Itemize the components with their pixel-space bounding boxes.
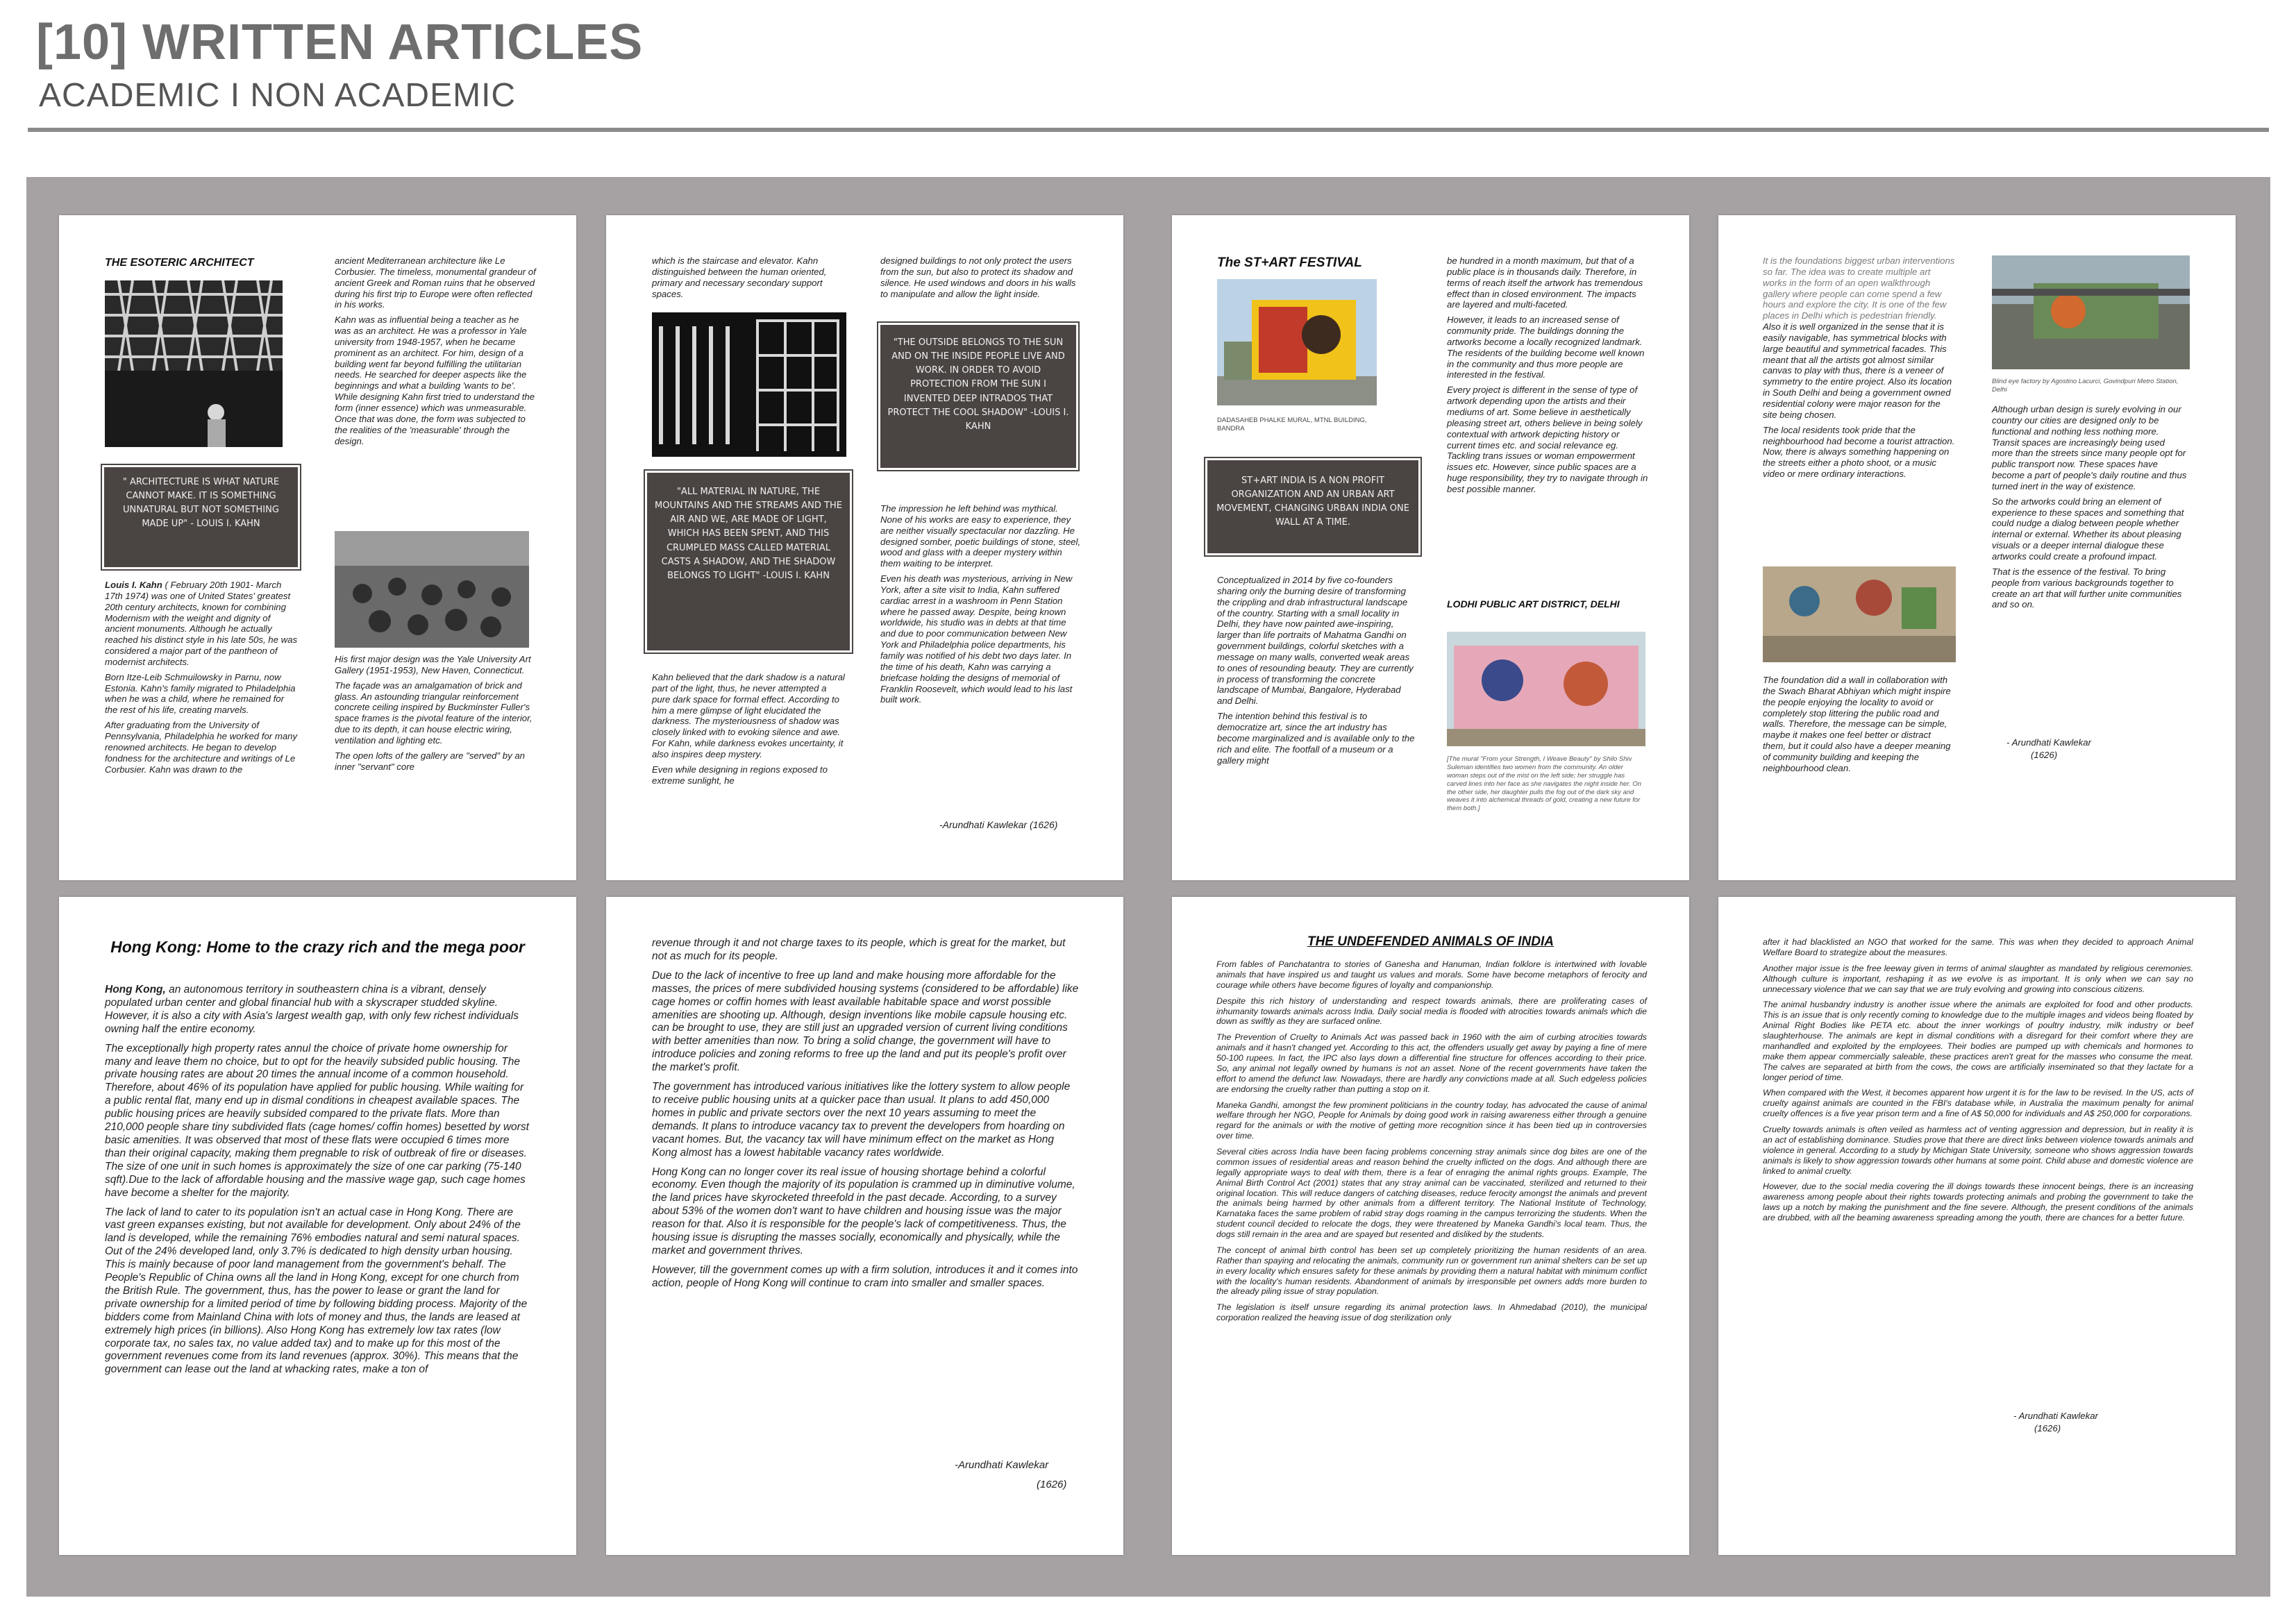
paragraph: The foundation did a wall in collaboration with the Swach Bharat Abhiyan which might inspire the people enjoying the locality to avoid or completely stop littering the public road and walls. Therefore, the message can be simple, maybe it makes one feel better or distract them, but it could also have a deeper meaning of community building and keeping the neighbourhood clean. bbox=[1763, 675, 1951, 773]
page-title: [10] WRITTEN ARTICLES bbox=[36, 15, 644, 70]
paragraph: The concept of animal birth control has been set up completely prioritizing the human residents of an area. Rather than spaying and relocating the animals, community run or government run animal shelters can be set up in every locality which ensures safety for these animals by providing them a natural habitat with minimum conflict with the locality's human residents. Abandonment of animals by irresponsible pet owners adds more burden to the already piling issue of stray population. bbox=[1216, 1245, 1647, 1297]
article-page-undefended-animals-1 bbox=[1172, 897, 1689, 1555]
paragraph: The impression he left behind was mythical. None of his works are easy to experience, they are neither visually spectacular nor dazzling. He designed somber, poetic buildings of stone, steel, wood and glass with a deeper mystery within them waiting to be interpret. bbox=[880, 503, 1081, 569]
article-column-2b bbox=[880, 503, 1082, 709]
author-signature-id: (1626) bbox=[2031, 750, 2058, 760]
author-signature: -Arundhati Kawlekar (1626) bbox=[939, 819, 1058, 830]
kahn-light-quote-box: "ALL MATERIAL IN NATURE, THE MOUNTAINS AND THE STREAMS AND THE AIR AND WE, ARE MADE OF LIGHT, WHICH HAS BEEN SPENT, AND THIS CRUMPLED MASS CALLED MATERIAL CASTS A SHADOW, AND THE SHADOW BELONGS TO LIGHT" -LOUIS I. KAHN bbox=[645, 471, 852, 653]
author-signature-name: -Arundhati Kawlekar bbox=[955, 1459, 1049, 1471]
intro-text: an autonomous territory in southeastern china is a vibrant, densely populated urban center and global financial hub with a skyscraper studded skyline. However, it is also a city with Asia's largest wealth gap, with only few richest individuals owning half the entire economy. bbox=[105, 984, 519, 1035]
paragraph: The exceptionally high property rates annul the choice of private home ownership for many and leave them no choice, but to opt for the heavily subsided public housing. The private housing rates are about 20 times the annual income of a common household. Therefore, about 46% of its population have applied for public housing. While waiting for a public rental flat, many end up in dismal conditions in cheapest available spaces. The public housing prices are heavily subsided compared to the private flats. More than 210,000 people share tiny subdivided flats (cage homes/ coffin homes) besetted by worst basic amenities. It was observed that most of these flats were occupied 6 times more than their original capacity, making them pregnable to risk of outbreak of fire or diseases. The size of one unit in such homes is approximately the size of one car parking (75-140 sqft).Due to the lack of affordable housing and the massive wage gap, such cage homes have become a shelter for the majority. bbox=[105, 1042, 529, 1199]
paragraph: However, it leads to an increased sense of community pride. The buildings donning the artworks become a locally recognized landmark. The residents of the building become well known in the community and thus more people are interested in the festival. bbox=[1447, 314, 1645, 380]
author-signature-id: (1626) bbox=[1037, 1479, 1067, 1490]
lodhi-mural-photo bbox=[1447, 632, 1645, 746]
article-page-start-festival-1 bbox=[1172, 215, 1689, 880]
section-subtitle: LODHI PUBLIC ART DISTRICT, DELHI bbox=[1447, 598, 1620, 609]
paragraph: Due to the lack of incentive to free up land and make housing more affordable for the masses, the prices of mere subdivided housing systems (considered to be affordable) like cage homes or coffin homes with least available habitable space and worst possible amenities are shooting up. Although, design inventions like mobile capsule housing etc. can be brought to use, they are still just an upgraded version of current living conditions with better amenities than now. To bring a solid change, the government will have to introduce policies and zoning reforms to free up the land and put its people's profit over the market's profit. bbox=[652, 969, 1079, 1074]
paragraph: Maneka Gandhi, amongst the few prominent politicians in the country today, has advocated the cause of animal welfare through her NGO, People for Animals by doing good work in raising awareness either through a genuine regard for the animals or with the motive of getting more recognition since it has been tied up in controversies over time. bbox=[1216, 1100, 1647, 1141]
paragraph: The lack of land to cater to its population isn't an actual case in Hong Kong. There are vast green expanses existing, but not available for development. Only about 24% of the land is developed, while the remaining 76% embodies natural and semi natural spaces. Out of the 24% developed land, only 3.7% is dedicated to high density urban housing. This is mainly because of poor land management from the government's behalf. The People's Republic of China owns all the land in Hong Kong, except for one church from the British Rule. The government, thus, has the power to lease or grant the land for private ownership for a limited period of time by following bidding process. Majority of the bidders come from Mainland China with lots of money and thus, the lands are leased at extremely high prices (in billions). Also Hong Kong has extremely low tax rates (low corporate tax, no sales tax, no value added tax) and to make up for this most of the government revenues come from its land revenues (approx. 30%). This means that the government can lease out the land at whacking rates, make a ton of bbox=[105, 1206, 528, 1376]
paragraph: The Prevention of Cruelty to Animals Act was passed back in 1960 with the aim of curbing atrocities towards animals and it hasn't changed yet. According to this act, the offenders usually get away by paying a fine of mere 50-100 rupees. In fact, the IPC also lays down a differential fine structure for offences according to their price. So, any animal not legally owned by humans is not an asset. None of the recent governments have taken the effort to amend the defunct law. Nowadays, there are hardly any convictions made at all. Such edgeless policies are endorsing the cruelty rather than putting a stop on it. bbox=[1216, 1032, 1647, 1094]
paragraph: Every project is different in the sense of type of artwork depending upon the artists and their mediums of art. Some believe in aesthetically pleasing street art, others believe in being solely contextual with artwork depicting history or current times etc. and social relevance eg. Tackling trans issues or woman empowerment issues etc. However, since public spaces are a huge responsibility, they try to navigate through in best possible manner. bbox=[1447, 385, 1648, 494]
article-column-2 bbox=[1992, 404, 2188, 614]
article-column-2 bbox=[1447, 255, 1648, 499]
paragraph: The open lofts of the gallery are "served" by an inner "servant" core bbox=[335, 750, 526, 772]
paragraph: The façade was an amalgamation of brick and glass. An astounding triangular reinforcement concrete ceiling inspired by Buckminster Fuller's space frames is the pivotal feature of the interior, due to its depth, it can house electric wiring, ventilation and lighting etc. bbox=[335, 680, 533, 746]
paragraph: Kahn was as influential being a teacher as he was as an architect. He was a professor in Yale university from 1948-1957, when he became prominent as an architect. For him, design of a building went far beyond fulfilling the utilitarian needs. He searched for deeper aspects like the beginnings and what a building 'wants to be'. While designing Kahn first tried to understand the form (inner essence) which was unmeasurable. Once that was done, the form was subjected to the realities of the 'measurable' through the design. bbox=[335, 314, 535, 446]
page-subtitle: ACADEMIC I NON ACADEMIC bbox=[39, 77, 517, 114]
article-column-1 bbox=[652, 255, 853, 303]
article-body bbox=[652, 937, 1079, 1297]
building-interior-photo bbox=[652, 312, 846, 457]
paragraph: However, till the government comes up with a firm solution, introduces it and it comes into action, people of Hong Kong will continue to cram into smaller and smaller spaces. bbox=[652, 1263, 1078, 1289]
article-body bbox=[1763, 937, 2193, 1229]
article-page-esoteric-architect-1 bbox=[59, 215, 576, 880]
kahn-sun-quote-box: "THE OUTSIDE BELONGS TO THE SUN AND ON THE INSIDE PEOPLE LIVE AND WORK. IN ORDER TO AVOID PROTECTION FROM THE SUN I INVENTED DEEP INTRADOS THAT PROTECT THE COOL SHADOW" -LOUIS I. KAHN bbox=[878, 323, 1078, 470]
photo-caption: [The mural "From your Strength, I Weave Beauty" by Shilo Shiv Suleman identifies two women from the community. An older woman steps out of the mist on the left side; her struggle has carved lines into her face as she navigates the night inside her. On the other side, her daughter pulls the fog out of the dark sky and weaves it into alchemical threads of gold, creating a new future for them both.] bbox=[1447, 755, 1642, 813]
phalke-mural-photo bbox=[1217, 279, 1377, 405]
start-india-quote-box: ST+ART INDIA IS A NON PROFIT ORGANIZATION AND AN URBAN ART MOVEMENT, CHANGING URBAN INDIA ONE WALL AT A TIME. bbox=[1205, 458, 1421, 555]
paragraph: Even while designing in regions exposed to extreme sunlight, he bbox=[652, 764, 828, 786]
article-column-1b bbox=[652, 672, 846, 790]
paragraph: Several cities across India have been facing problems concerning stray animals since dog bites are one of the common issues of residential areas and reason behind the cruelty inflicted on the dogs. And although there are legally appropriate ways to deal with them, there is a fear of enraging the animal rights groups. Example, The Animal Birth Control Act (2001) states that any stray animal can be vaccinated, sterilized and returned to their original location. This will reduce dangers of catching diseases, reduce ferocity amongst the animals and prevent the animals being harmed by other animals from a different territory. The National Institute of Technology, Karnataka faces the same problem of rabid stray dogs roaming in the campus terrorizing the students. When the student council decided to relocate the dogs, they were threatened by Maneka Gandhi's local team. Thus, the dogs still remain in the area and are spayed but resented and disliked by the students. bbox=[1216, 1147, 1647, 1239]
author-signature-name: - Arundhati Kawlekar bbox=[2013, 1411, 2098, 1421]
paragraph: When compared with the West, it becomes apparent how urgent it is for the law to be revised. In the US, acts of cruelty against animals are counted in the FBI's database while, in Australia the maximum penalty for animal cruelty offences is a five year prison term and a fine of A$ 50,000 for individuals and A$ 250,000 for corporations. bbox=[1763, 1088, 2193, 1119]
paragraph: The local residents took pride that the neighbourhood had become a tourist attraction. Now, there is always something happening on the streets either a photo shoot, or a music video or mere ordinary interactions. bbox=[1763, 424, 1955, 480]
article-column-1 bbox=[1217, 575, 1417, 770]
paragraph: Even his death was mysterious, arriving in New York, after a site visit to India, Kahn suffered cardiac arrest in a washroom in Penn Station where he passed away. Despite, being known worldwide, his studio was in debts at that time and due to poor communication between New York and Philadelphia police departments, his family was notified of his debt two days later. In the time of his death, Kahn was carrying a briefcase holding the designs of memorial of Franklin Roosevelt, which would lead to his last built work. bbox=[880, 573, 1073, 705]
paragraph: From fables of Panchatantra to stories of Ganesha and Hanuman, Indian folklore is intertwined with lovable animals that have inspired us and taught us values and morals. Some have become metaphors of ferocity and courage while others have become figures of loyalty and companionship. bbox=[1216, 959, 1647, 990]
kahn-portrait-photo bbox=[105, 280, 283, 447]
paragraph: Conceptualized in 2014 by five co-founders sharing only the burning desire of transforming the crippling and drab infrastructural landscape of the country. Starting with a small locality in Delhi, they have now painted awe-inspiring, larger than life portraits of Mahatma Gandhi on government buildings, colorful sketches with a message on many walls, converted weak areas to ones of resounding beauty. They are currently in process of transforming the concrete landscape of Mumbai, Bangalore, Hyderabad and Delhi. bbox=[1217, 575, 1414, 707]
paragraph: after it had blacklisted an NGO that worked for the same. This was when they decided to approach Animal Welfare Board to strategize about the measures. bbox=[1763, 937, 2193, 957]
paragraph: The intention behind this festival is to democratize art, since the art industry has become marginalized and is available only to the rich and elite. The footfall of a museum or a gallery might bbox=[1217, 711, 1415, 766]
paragraph: ancient Mediterranean architecture like Le Corbusier. The timeless, monumental grandeur of ancient Greek and Roman ruins that he observed during his first trip to Europe were often reflected in his works. bbox=[335, 255, 536, 310]
author-signature-id: (1626) bbox=[2034, 1423, 2061, 1433]
paragraph: The legislation is itself unsure regarding its animal protection laws. In Ahmedabad (2010), the municipal corporation realized the heaving issue of dog sterilization only bbox=[1216, 1302, 1647, 1323]
article-body bbox=[105, 984, 532, 1383]
street-art-painters-photo bbox=[1763, 566, 1956, 662]
article-page-esoteric-architect-2 bbox=[606, 215, 1123, 880]
paragraph: Although urban design is surely evolving in our country our cities are designed only to be functional and nothing less nothing more. Transit spaces are increasingly being used more than the streets since many people opt for public transport now. These spaces have become a part of people's daily routine and thus turned inert in the way of existence. bbox=[1992, 404, 2187, 491]
paragraph: be hundred in a month maximum, but that of a public place is in thousands daily. Therefore, in terms of reach itself the artwork has tremendous effect than in closed environment. The impacts are layered and multi-faceted. bbox=[1447, 255, 1643, 310]
article-page-hong-kong-2 bbox=[606, 897, 1123, 1555]
photo-caption: DADASAHEB PHALKE MURAL, MTNL BUILDING, BANDRA bbox=[1217, 417, 1367, 432]
article-page-start-festival-2 bbox=[1718, 215, 2236, 880]
paragraph: The government has introduced various initiatives like the lottery system to allow people to receive public housing units at a quicker pace than usual. It plans to add 450,000 homes in public and private sectors over the next 10 years assuming to meet the demands. It plans to introduce vacancy tax to prevent the developers from hoarding on vacant homes. But, the vacancy tax will have minimum effect on the market as Hong Kong almost has a lowest habitable vacancy rates worldwide. bbox=[652, 1081, 1071, 1159]
paragraph: Hong Kong can no longer cover its real issue of housing shortage behind a colorful economy. Even though the majority of its population is crammed up in diminutive volume, the land prices have skyrocketed threefold in the past decade. According, to a survey about 53% of the women don't want to have children and housing issue was the major reason for that. Also it is responsible for the people's lack of competitiveness. Thus, the housing issue is disrupting the masses socially, economically and physically, while the market and government thrives. bbox=[652, 1166, 1075, 1256]
paragraph: His first major design was the Yale University Art Gallery (1951-1953), New Haven, Connecticut. bbox=[335, 654, 531, 675]
kahn-quote-box: " ARCHITECTURE IS WHAT NATURE CANNOT MAKE. IT IS SOMETHING UNNATURAL BUT NOT SOMETHING MADE UP" - LOUIS I. KAHN bbox=[102, 465, 300, 569]
paragraph: Cruelty towards animals is often veiled as harmless act of venting aggression and depression, but in reality it is an act of establishing dominance. Studies prove that there are direct links between violence towards animals and violence in general. According to a study by Michigan State University, someone who shows aggression towards animals is likely to show aggression towards other humans at some point. Child abuse and domestic violence are linked to animal cruelty. bbox=[1763, 1125, 2193, 1176]
paragraph: However, due to the social media covering the ill doings towards these innocent beings, there is an increasing awareness among people about their rights towards protecting animals and probing the government to take the laws up a notch by making the punishment and the fine severe. Although, the present conditions of the animals are drubbed, with all the beaming awareness spreading among the youth, there are chances for a better future. bbox=[1763, 1181, 2193, 1222]
paragraph: That is the essence of the festival. To bring people from various backgrounds together to create an art that will further unite communities and so on. bbox=[1992, 566, 2182, 610]
article-column-2 bbox=[335, 255, 536, 451]
article-body bbox=[1216, 959, 1647, 1329]
paragraph: designed buildings to not only protect the users from the sun, but also to protect its shadow and silence. He used windows and doors in his walls to manipulate and allow the light inside. bbox=[880, 255, 1076, 299]
subject-name: Louis I. Kahn bbox=[105, 580, 162, 590]
paragraph: Kahn believed that the dark shadow is a natural part of the light, thus, he never attempted a pure dark space for formal effect. According to him a mere glimpse of light elucidated the darkness. The mysteriousness of shadow was closely linked with to evoking silence and awe. For Kahn, while darkness evokes uncertainty, it also inspires deep mystery. bbox=[652, 672, 845, 759]
paragraph: Another major issue is the free leeway given in terms of animal slaughter as mandated by religious ceremonies. Although culture is important, reshaping it as we evolve is as important. It is only when we can say no unnecessary violence that we can say that we are truly evolving and growing into conscious citizens. bbox=[1763, 963, 2193, 994]
article-title: Hong Kong: Home to the crazy rich and the mega poor bbox=[110, 938, 525, 956]
paragraph: revenue through it and not charge taxes to its people, which is great for the market, but not as much for its people. bbox=[652, 937, 1066, 962]
article-page-undefended-animals-2 bbox=[1718, 897, 2236, 1555]
subject-name: Hong Kong, bbox=[105, 984, 166, 995]
article-title: The ST+ART FESTIVAL bbox=[1217, 255, 1362, 270]
author-signature-name: - Arundhati Kawlekar bbox=[2006, 737, 2091, 748]
paragraph: which is the staircase and elevator. Kahn distinguished between the human oriented, primary and necessary secondary support spaces. bbox=[652, 255, 827, 299]
yale-gallery-photo bbox=[335, 531, 529, 648]
article-column-1 bbox=[1763, 255, 1956, 484]
paragraph: The animal husbandry industry is another issue where the animals are exploited for food and other products. This is an issue that is only recently coming to knowledge due to the multiple images and videos being floated by Animal Right Bodies like PETA etc. about the inner workings of poultry industry, milk industry or beef slaughterhouse. The animals are kept in dismal conditions with a disregard for their comfort where they are manhandled and exploited by the employees. Their bodies are pumped up with chemicals and hormones to make them appear commercially saleable, these practices aren't great for the masses who consume the meat. The calves are separated at birth from the cows, the cows are artificially inseminated so that they lactate for a longer period of time. bbox=[1763, 1000, 2193, 1082]
article-page-hong-kong-1 bbox=[59, 897, 576, 1555]
article-title: THE UNDEFENDED ANIMALS OF INDIA bbox=[1307, 934, 1555, 949]
paragraph: So the artworks could bring an element of experience to these spaces and something that could nudge a dialog between people whether internal or external. Whether its about pleasing visuals or a deeper internal dialogue these artworks could create a profound impact. bbox=[1992, 496, 2184, 562]
article-column-2b bbox=[335, 654, 536, 776]
article-column-1b bbox=[1763, 675, 1956, 778]
article-column-1 bbox=[105, 580, 299, 779]
photo-caption: Blind eye factory by Agostino Lacurci, Govindpuri Metro Station, Delhi bbox=[1992, 378, 2179, 394]
faded-intro-text: It is the foundations biggest urban interventions so far. The idea was to create multiple art works in the form of an open walkthrough gallery where people can come spend a few hours and explore the city. It is one of the few places in Delhi which is pedestrian friendly. bbox=[1763, 255, 1955, 321]
intro-text: ( February 20th 1901- March 17th 1974) was one of United States' greatest 20th century architects, known for combining Modernism with the weight and dignity of ancient monuments. Although he actually reached his distinct style in his late 50s, he was considered a major part of the pantheon of modernist architects. bbox=[105, 580, 298, 667]
intro-text: Also it is well organized in the sense that it is easily navigable, has symmetrical blocks with large beautiful and symmetrical facades. This meant that all the artists got almost similar canvas to play with thus, there is a veneer of symmetry to the entire project. Also its location in South Delhi and being a government owned residential colony were major reason for the site being chosen. bbox=[1763, 321, 1952, 420]
paragraph: Despite this rich history of understanding and respect towards animals, there are proliferating cases of inhumanity towards animals across India. Daily social media is flooded with atrocities towards animals which die down as swiftly as they are surfaced online. bbox=[1216, 995, 1647, 1027]
paragraph: Born Itze-Leib Schmuilowsky in Parnu, now Estonia. Kahn's family migrated to Philadelphia when he was a child, where he remained for the rest of his life, creating marvels. bbox=[105, 671, 296, 716]
header-divider bbox=[28, 128, 2269, 132]
article-title: THE ESOTERIC ARCHITECT bbox=[105, 257, 254, 269]
blind-eye-factory-photo bbox=[1992, 255, 2190, 369]
article-column-2 bbox=[880, 255, 1082, 303]
paragraph: After graduating from the University of Pennsylvania, Philadelphia he worked for many renowned architects. He began to develop fondness for the architecture and writings of Le Corbusier. Kahn was drawn to the bbox=[105, 720, 298, 775]
